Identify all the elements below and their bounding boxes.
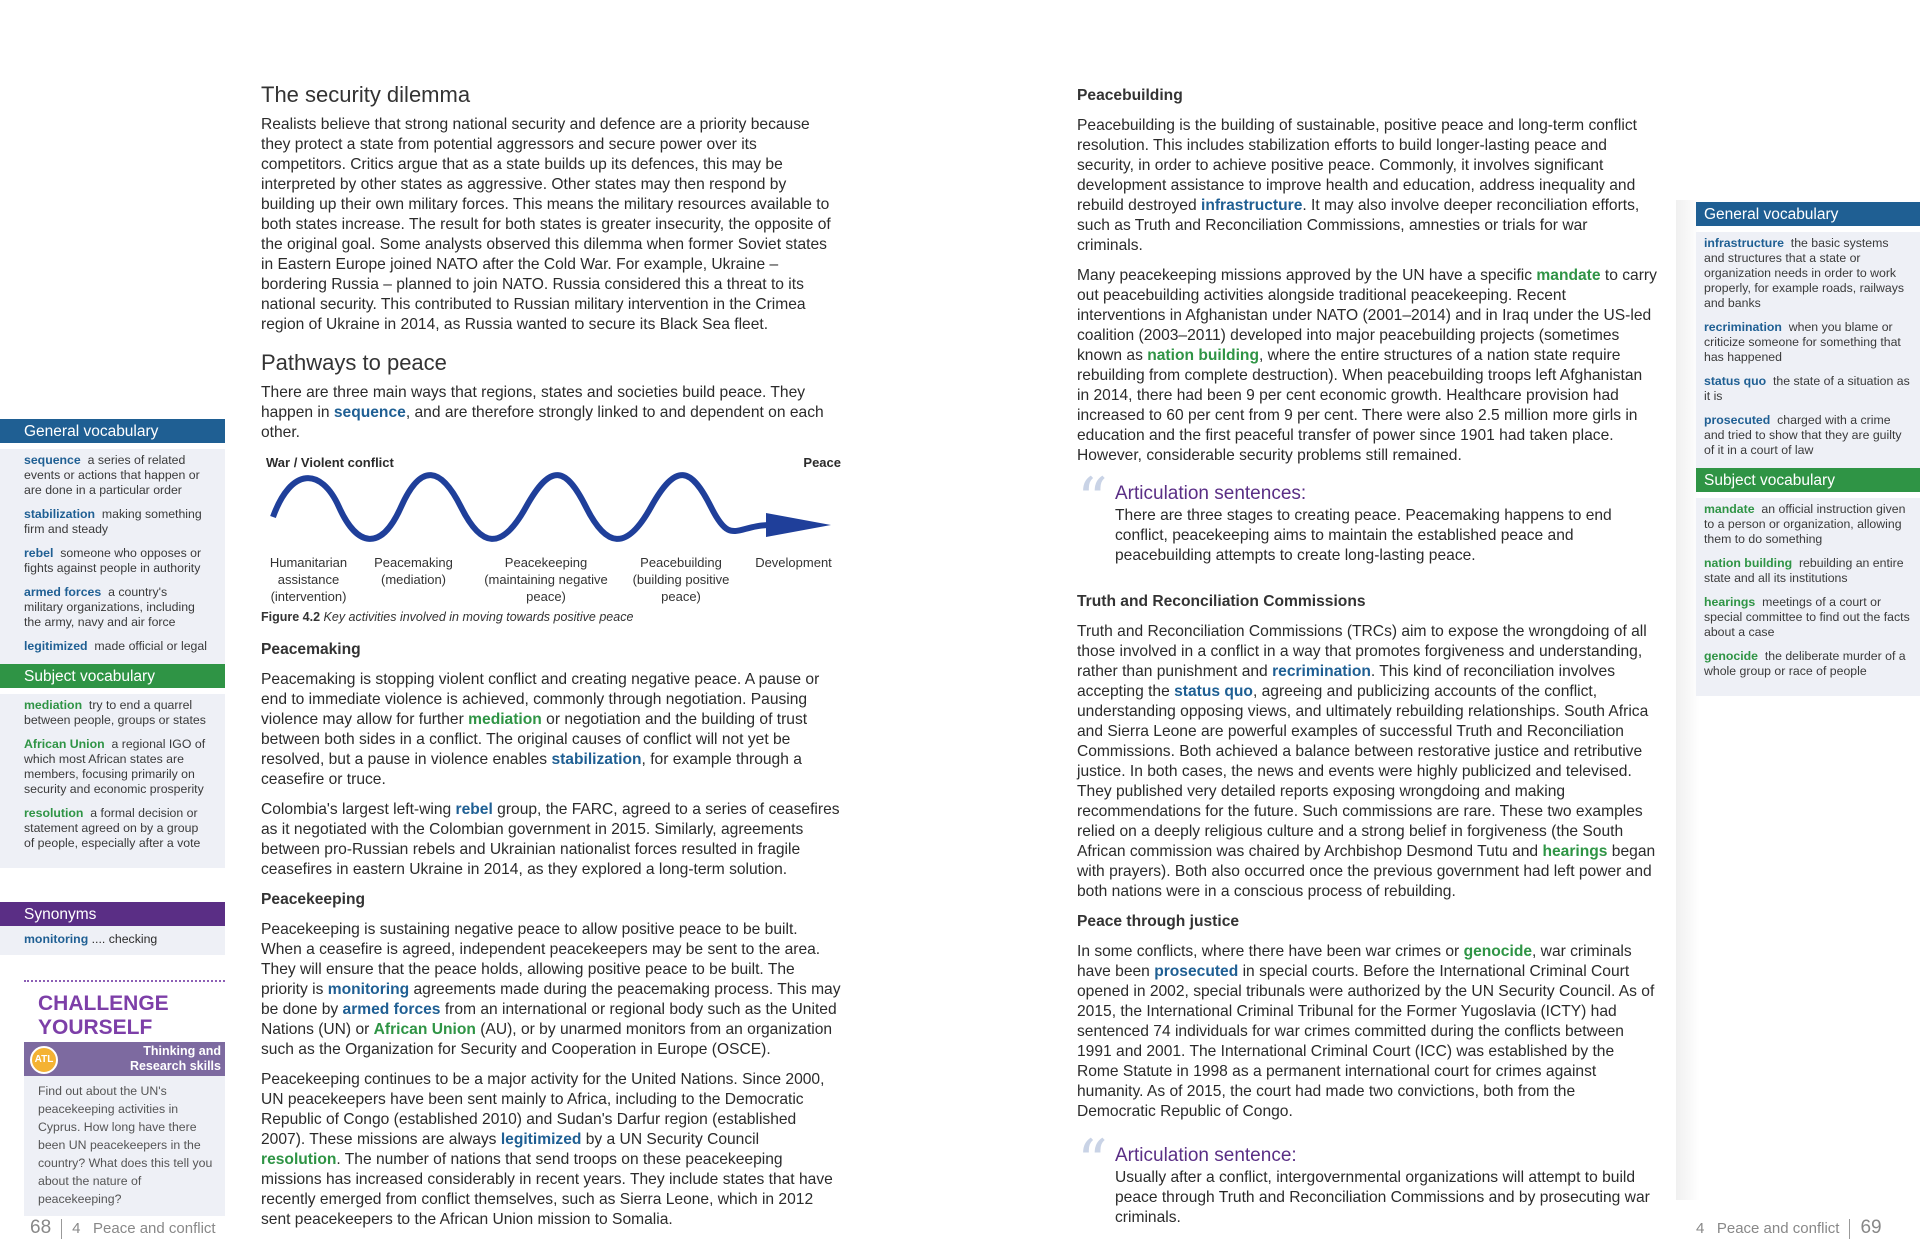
peace-wave-diagram (261, 467, 841, 547)
left-general-vocab-list (0, 449, 225, 664)
right-subject-vocab-list (1696, 498, 1920, 696)
atl-bar (24, 1042, 225, 1076)
figure-right-label: Peace (803, 455, 841, 470)
vocab-item: recrimination when you blame or criticize someone for something that has happened (1704, 320, 1901, 364)
synonyms-list (0, 926, 225, 955)
vocab-item: mediation try to end a quarrel between people, groups or states (24, 698, 206, 727)
vocab-item: infrastructure the basic systems and structures that a state or organization needs in order to work properly, for example roads, railways and banks (1704, 236, 1905, 310)
pathways-title: Pathways to peace (261, 350, 447, 375)
stage-label: Development (755, 555, 832, 570)
left-general-vocab-title: General vocabulary (0, 419, 225, 443)
synonyms-box (0, 902, 225, 955)
stage-label: Peacekeeping (maintaining negative peace) (484, 555, 608, 604)
synonyms-title: Synonyms (0, 902, 225, 926)
left-subject-vocab-title: Subject vocabulary (0, 664, 225, 688)
left-main-column (261, 82, 841, 1240)
quote-mark-icon: “ (1077, 1127, 1108, 1197)
left-page-number: 68 (30, 1217, 52, 1238)
peacemaking-title: Peacemaking (261, 641, 361, 658)
justice-paragraph: In some conflicts, where there have been war crimes or genocide, war criminals have been prosecuted in special courts. Before the International Criminal Court opened in 2002, special tribunals were authorized by the UN Security Council. As of 2015, the International Criminal Tribunal for the Former Yugoslavia (ICTY) had sentenced 74 individuals for war crimes committed during the conflicts between 1991 and 2001. The International Criminal Court (ICC) was established by the Rome Statute in 1998 as a permanent international court for crimes against humanity. As of 2015, the court had made two convictions, both from the Democratic Republic of Congo. (1077, 943, 1655, 1120)
figure-4-2 (261, 453, 841, 638)
right-footer (1696, 1217, 1882, 1239)
trc-title: Truth and Reconciliation Commissions (1077, 593, 1366, 610)
articulation-body-2: Usually after a conflict, intergovernmental organizations will attempt to build peace through Truth and Reconciliation Commissions and by prosecuting war criminals. (1115, 1169, 1650, 1226)
figure-left-label: War / Violent conflict (266, 455, 394, 470)
challenge-body: Find out about the UN's peacekeeping activities in Cyprus. How long have there been UN peacekeepers in the country? What does this tell you about the nature of peacekeeping? (24, 1076, 225, 1216)
vocab-item: status quo the state of a situation as it is (1704, 374, 1910, 403)
left-footer (30, 1217, 216, 1239)
vocab-item: African Union a regional IGO of which most African states are members, focusing primarily on security and economic prosperity (24, 737, 206, 796)
vocab-item: prosecuted charged with a crime and tried to show that they are guilty of it in a court of law (1704, 413, 1902, 457)
articulation-title-2: Articulation sentence: (1115, 1145, 1297, 1166)
right-general-vocab-title: General vocabulary (1696, 202, 1920, 226)
right-main-column (1077, 86, 1657, 1246)
figure-caption: Figure 4.2 Key activities involved in moving towards positive peace (261, 610, 634, 624)
articulation-box-2 (1077, 1127, 1657, 1228)
vocab-item: legitimized made official or legal (24, 639, 207, 653)
vocab-item: hearings meetings of a court or special committee to find out the facts about a case (1704, 595, 1910, 639)
stage-label: Humanitarian assistance (intervention) (269, 555, 348, 604)
atl-badge-icon: ATL (30, 1046, 58, 1074)
vocab-item: rebel someone who opposes or fights against people in authority (24, 546, 202, 575)
right-chapter-number: 4 (1696, 1220, 1705, 1237)
right-page-number: 69 (1860, 1217, 1882, 1238)
stage-label: Peacebuilding (building positive peace) (632, 555, 730, 604)
pathways-paragraph: There are three main ways that regions, states and societies build peace. They happen in sequence, and are therefore strongly linked to and dependent on each other. (261, 384, 824, 441)
justice-title: Peace through justice (1077, 913, 1240, 930)
peacebuilding-paragraph-1: Peacebuilding is the building of sustainable, positive peace and long-term conflict resolution. This includes stabilization efforts to build longer-lasting peace and security, in order to achieve positive peace. Commonly, it involves significant development assistance to improve health and education, address inequality and rebuild destroyed infrastructure. It may also involve deeper reconciliation efforts, such as Truth and Reconciliation Commissions, amnesties or trials for war criminals. (1077, 117, 1640, 254)
right-general-vocab-list (1696, 232, 1920, 468)
wave-arrowhead-icon (766, 513, 831, 537)
atl-skills-label: Thinking and Research skills (129, 1044, 221, 1073)
articulation-title-1: Articulation sentences: (1115, 483, 1307, 504)
left-subject-vocab-list (0, 694, 225, 868)
challenge-divider (24, 980, 225, 982)
left-sidebar (0, 419, 225, 868)
peacekeeping-paragraph-1: Peacekeeping is sustaining negative peace to allow positive peace to be built. When a ceasefire is agreed, independent peacekeepers may be sent to the area. They will ensure that the peace holds, allowing positive peace to be built. The priority is monitoring agreements made during the peacemaking process. This may be done by armed forces from an international or regional body such as the United Nations (UN) or African Union (AU), or by unarmed monitors from an organization such as the Organization for Security and Cooperation in Europe (OSCE). (261, 921, 841, 1058)
synonym-term: monitoring (24, 932, 89, 946)
vocab-item: resolution a formal decision or statement agreed on by a group of people, especially after a vote (24, 806, 201, 850)
wave-line (273, 475, 771, 539)
right-chapter-title: Peace and conflict (1716, 1220, 1840, 1237)
stage-label: Peacemaking (mediation) (374, 555, 453, 587)
synonym-def: .... checking (91, 932, 158, 946)
left-chapter-title: Peace and conflict (93, 1220, 216, 1237)
peacemaking-paragraph-1: Peacemaking is stopping violent conflict and creating negative peace. A pause or end to immediate violence is achieved, commonly through negotiation. Pausing violence may allow for further mediation or negotiation and the building of trust between both sides in a conflict. The original causes of conflict will not yet be resolved, but a pause in violence enables stabilization, for example through a ceasefire or truce. (261, 671, 820, 788)
challenge-title-line1: CHALLENGE (38, 992, 169, 1015)
keyword-link: sequence (333, 404, 406, 421)
left-chapter-number: 4 (72, 1220, 81, 1237)
security-dilemma-title: The security dilemma (261, 82, 471, 107)
right-subject-vocab-title: Subject vocabulary (1696, 468, 1920, 492)
peacekeeping-paragraph-2: Peacekeeping continues to be a major activity for the United Nations. Since 2000, UN peacekeepers have been sent mainly to Africa, including to the Democratic Republic of Congo (established 2010) and Sudan's Darfur region (established 2007). These missions are always legitimized by a UN Security Council resolution. The number of nations that send troops on these peacekeeping missions has increased considerably in recent years. They include states that have recently emerged from conflict themselves, such as Sierra Leone, which in 2012 sent peacekeepers to the African Union mission to Somalia. (261, 1071, 833, 1228)
challenge-title-line2: YOURSELF (38, 1016, 153, 1039)
vocab-item: armed forces a country's military organizations, including the army, navy and air force (24, 585, 195, 629)
peacebuilding-title: Peacebuilding (1077, 87, 1183, 104)
articulation-body-1: There are three stages to creating peace. Peacemaking happens to end conflict, peacekeeping aims to maintain the established peace and peacebuilding attempts to create long-lasting peace. (1115, 507, 1612, 564)
right-sidebar (1696, 202, 1920, 696)
vocab-item: genocide the deliberate murder of a whole group or race of people (1704, 649, 1906, 678)
quote-mark-icon: “ (1077, 465, 1108, 535)
vocab-item: stabilization making something firm and steady (24, 507, 202, 536)
vocab-item: mandate an official instruction given to a person or organization, allowing them to do something (1704, 502, 1906, 546)
challenge-box (24, 980, 225, 1216)
trc-paragraph: Truth and Reconciliation Commissions (TRCs) aim to expose the wrongdoing of all those involved in a conflict in a way that promotes forgiveness and understanding, rather than punishment and recrimination. This kind of reconciliation involves accepting the status quo, agreeing and publicizing accounts of the conflict, understanding opposing views, and ultimately rebuilding relationships. South Africa and Sierra Leone are powerful examples of successful Truth and Reconciliation Commissions. Both achieved a balance between restorative justice and retributive justice. In both cases, the news and events were highly publicized and televised. They published very detailed reports exposing wrongdoing and making recommendations for the future. Such commissions are rare. These two examples relied on a deeply religious culture and a strong belief in forgiveness (the South African commission was chaired by Archbishop Desmond Tutu and hearings began with prayers). Both also occurred once the previous government had left power and both nations were in a conscious process of rebuilding. (1077, 623, 1656, 900)
peacekeeping-title: Peacekeeping (261, 891, 366, 908)
peacebuilding-paragraph-2: Many peacekeeping missions approved by the UN have a specific mandate to carry out peacebuilding activities alongside traditional peacekeeping. Recent interventions in Afghanistan under NATO (2001–2014) and in Iraq under the US-led coalition (2003–2011) developed into major peacebuilding projects (sometimes known as nation building, where the entire structures of a nation state require rebuilding from complete destruction). When peacebuilding troops left Afghanistan in 2014, there had been 9 per cent economic growth. Healthcare provision had increased to 60 per cent from 9 per cent. There were also 2.5 million more girls in education and the first peaceful transfer of power since 1901 had taken place. However, considerable security problems still remained. (1077, 267, 1657, 464)
security-dilemma-paragraph: Realists believe that strong national security and defence are a priority because they protect a state from potential aggressors and secure power over its competitors. Critics argue that as a state builds up its defences, this may be interpreted by other states as aggressive. Other states may then respond by building up their own military forces. This means the military resources available to both states increase. The result for both states is greater insecurity, the opposite of the original goal. Some analysts observed this dilemma when former Soviet states in Eastern Europe joined NATO after the Cold War. For example, Ukraine – bordering Russia – planned to join NATO. Russia considered this a threat to its national security. This contributed to Russian military intervention in the Crimea region of Ukraine in 2014, as Russia wanted to secure its Black Sea fleet. (261, 116, 831, 333)
vocab-item: sequence a series of related events or actions that happen or are done in a particular order (24, 453, 200, 497)
articulation-box-1 (1077, 465, 1657, 566)
vocab-item: nation building rebuilding an entire state and all its institutions (1704, 556, 1904, 585)
peacemaking-paragraph-2: Colombia's largest left-wing rebel group, the FARC, agreed to a series of ceasefires as it negotiated with the Colombian government in 2015. Similarly, agreements between pro-Russian rebels and Ukrainian nationalist forces resulted in fragile ceasefires in eastern Ukraine in 2014, as they explored a long-term solution. (261, 801, 840, 878)
